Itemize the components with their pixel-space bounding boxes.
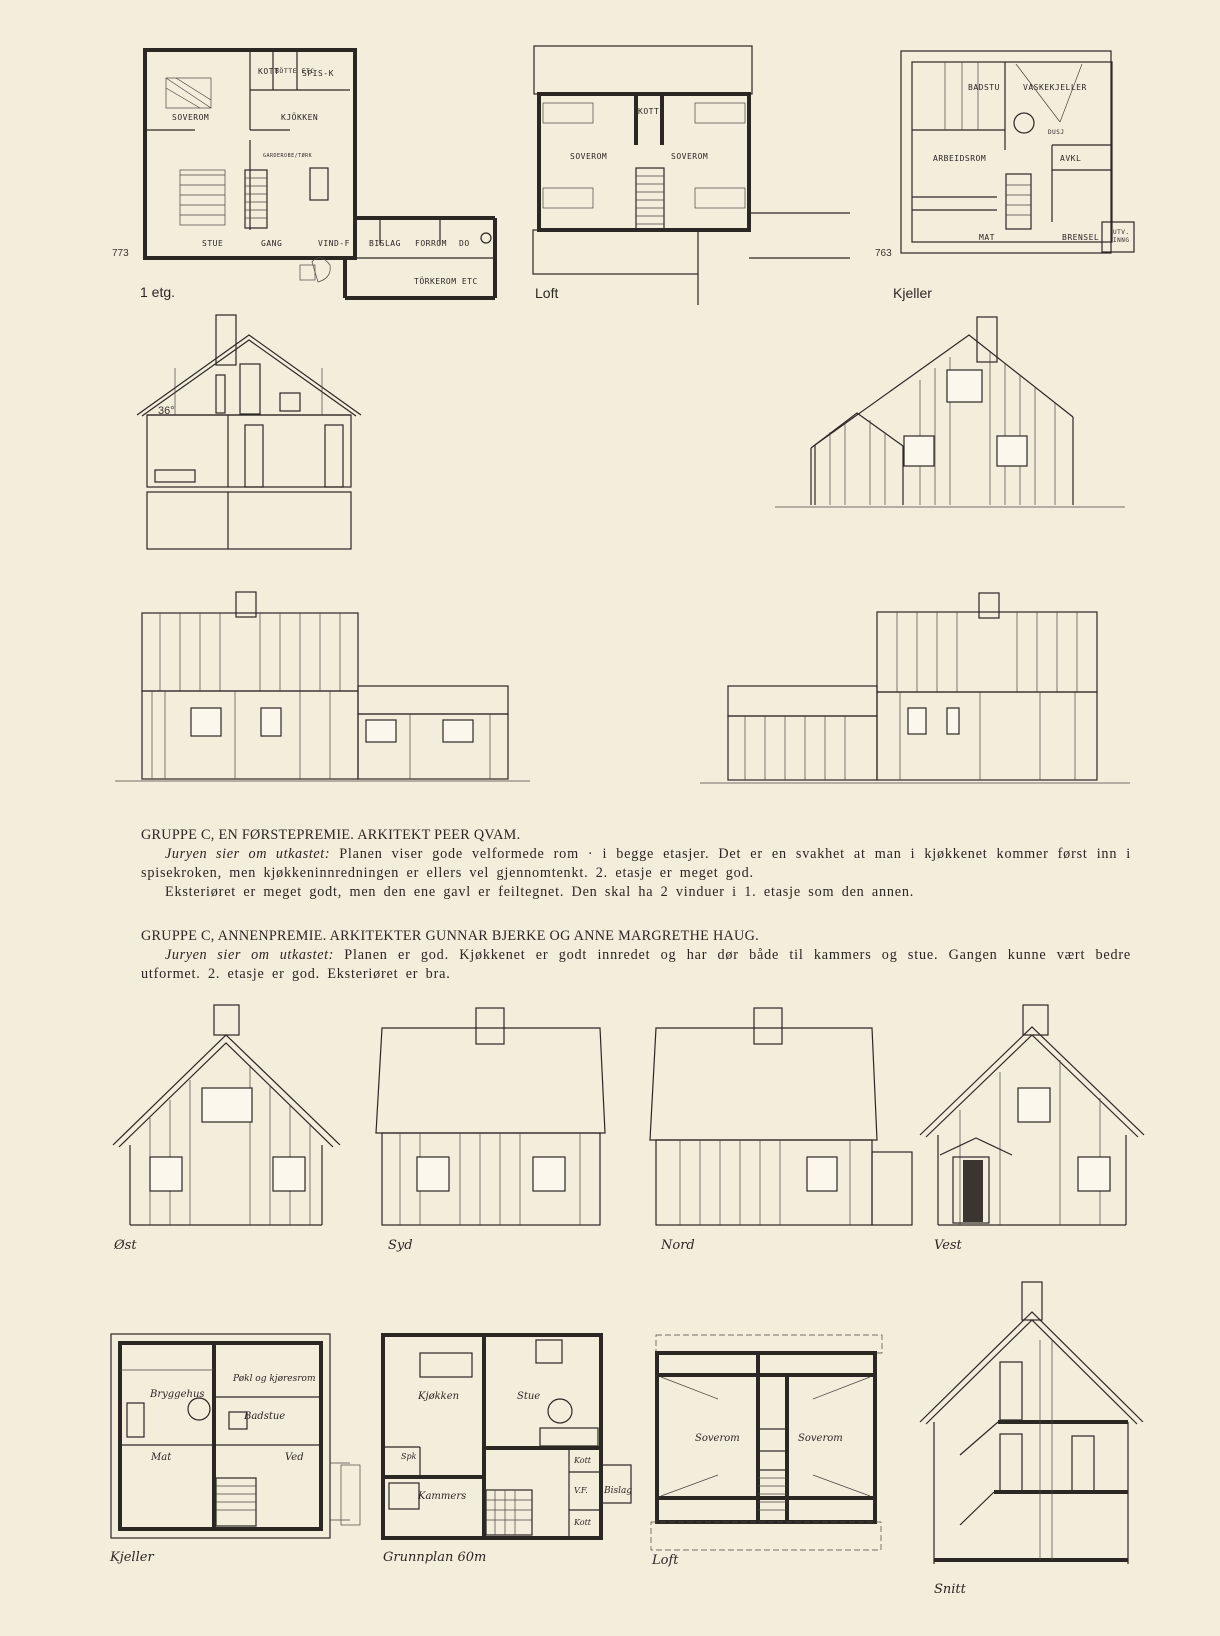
room-label: Bryggehus [150, 1389, 205, 1400]
room-label: Mat [151, 1452, 172, 1463]
jury-paragraph: Planen er god. Kjøkkenet er godt innredet og har dør både til kammers og stue. Gangen kunne vært bedre utformet. 2. etasje er god. Eksteriøret er bra. [141, 947, 1131, 982]
entry-heading: GRUPPE C, ANNENPREMIE. ARKITEKTER GUNNAR BJERKE OG ANNE MARGRETHE HAUG. [141, 928, 759, 944]
room-label: KOTT [638, 107, 660, 116]
elevation-caption-east: Øst [114, 1238, 137, 1253]
drawing-number: 763 [875, 248, 892, 259]
jury-label: Juryen sier om utkastet: [165, 947, 334, 963]
room-label: Bislag [604, 1486, 633, 1496]
elevation-caption-west: Vest [934, 1238, 962, 1253]
room-label: GARDEROBE/TØRK [263, 153, 313, 159]
room-label: Pøkl og kjøresrom [233, 1374, 316, 1384]
room-label: KJÖKKEN [281, 113, 319, 122]
room-label: Kammers [418, 1491, 467, 1502]
room-label: ARBEIDSROM [933, 154, 987, 163]
room-label: Spk [401, 1452, 417, 1461]
room-label: VIND-F [318, 239, 350, 248]
plan-caption: Grunnplan 60m [383, 1550, 487, 1565]
jury-label: Juryen sier om utkastet: [165, 846, 331, 862]
room-label: AVKL [1060, 154, 1082, 163]
room-label: BADSTU [968, 83, 1000, 92]
room-label: GANG [261, 239, 283, 248]
room-label: DO [459, 239, 470, 248]
plan-caption: Kjeller [893, 285, 932, 301]
plan-caption: Loft [535, 285, 559, 301]
plan-caption: 1 etg. [140, 284, 176, 300]
room-label: TÖRKEROM ETC [414, 277, 478, 286]
room-label: Stue [517, 1391, 541, 1402]
room-label: UTV. INNG [1113, 229, 1130, 244]
room-label: BÖTTE ETC [275, 67, 315, 75]
room-label: KOTT [258, 67, 280, 76]
room-label: BRENSEL [1062, 233, 1100, 242]
elevation-caption-north: Nord [661, 1238, 695, 1253]
roof-angle-label: 36° [158, 405, 175, 417]
plan-caption: Kjeller [110, 1550, 154, 1565]
room-label: Ved [285, 1452, 304, 1463]
room-label: SOVEROM [172, 113, 210, 122]
room-label: Badstue [244, 1411, 286, 1422]
room-label: BISLAG [369, 239, 401, 248]
jury-paragraph: Planen viser gode velformede rom · i begge etasjer. Det er en svakhet at man i kjøkkenet kommer først inn i spisekroken, men kjøkkeninnredningen er ellers vel gjennomtenkt. 2. etasje er meget god. [141, 846, 1131, 881]
room-label: Kott [574, 1518, 592, 1527]
room-label: SOVEROM [671, 152, 709, 161]
room-label: STUE [202, 239, 224, 248]
room-label: VASKEKJELLER [1023, 83, 1087, 92]
room-label: Kott [574, 1456, 592, 1465]
room-label: SPIS-K [302, 69, 334, 78]
room-label: Soverom [798, 1433, 843, 1444]
drawing-number: 773 [112, 248, 129, 259]
entry-heading: GRUPPE C, EN FØRSTEPREMIE. ARKITEKT PEER QVAM. [141, 827, 521, 843]
room-label: Soverom [695, 1433, 740, 1444]
jury-paragraph: Eksteriøret er meget godt, men den ene gavl er feiltegnet. Den skal ha 2 vinduer i 1. etasje som den annen. [165, 884, 915, 900]
room-label: V.F. [574, 1486, 588, 1495]
room-label: MAT [979, 233, 995, 242]
room-label: SOVEROM [570, 152, 608, 161]
plan-caption: Loft [652, 1553, 679, 1568]
elevation-caption-south: Syd [388, 1238, 413, 1253]
room-label: Kjøkken [418, 1391, 460, 1402]
room-label: FORROM [415, 239, 447, 248]
room-label: DUSJ [1048, 129, 1065, 136]
plan-caption: Snitt [934, 1582, 966, 1597]
